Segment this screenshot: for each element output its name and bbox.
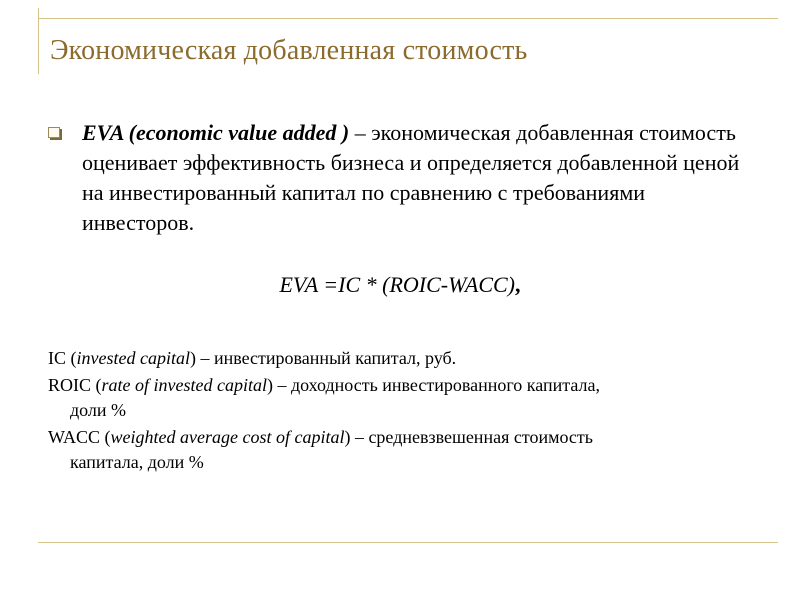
bullet-point [48, 118, 748, 238]
definition-ic [48, 346, 768, 371]
bullet-text [82, 118, 748, 238]
definition-abbr: WACC ( [48, 427, 111, 447]
definition-continuation: доли % [70, 400, 127, 420]
definition-term: invested capital [76, 348, 190, 368]
definition-term: weighted average cost of capital [110, 427, 345, 447]
definition-roic [48, 373, 768, 423]
bullet-description: – экономическая добавленная стоимость оценивает эффективность бизнеса и определяется добавленной ценой на инвестированный капитал по сравнению с требованиями инвесторов. [82, 120, 740, 235]
bullet-term: EVA (economic value added ) [82, 120, 350, 145]
formula-comma: , [515, 272, 521, 297]
definition-abbr: ROIC ( [48, 375, 102, 395]
square-bullet-icon [48, 127, 60, 138]
frame-left-line [38, 8, 39, 74]
definition-rest: ) – средневзвешенная стоимость [344, 427, 593, 447]
frame-top-line [38, 18, 778, 19]
definition-abbr: IC ( [48, 348, 77, 368]
formula-main: EVA =IC * (ROIC-WACC) [279, 272, 515, 297]
definition-rest: ) – инвестированный капитал, руб. [189, 348, 457, 368]
definition-rest: ) – доходность инвестированного капитала, [266, 375, 601, 395]
slide-title: Экономическая добавленная стоимость [50, 35, 528, 66]
definition-term: rate of invested capital [101, 375, 267, 395]
definitions-list [48, 346, 768, 477]
definition-continuation: капитала, доли % [70, 452, 204, 472]
eva-formula [0, 272, 800, 298]
frame-bottom-line [38, 542, 778, 543]
definition-wacc [48, 425, 768, 475]
